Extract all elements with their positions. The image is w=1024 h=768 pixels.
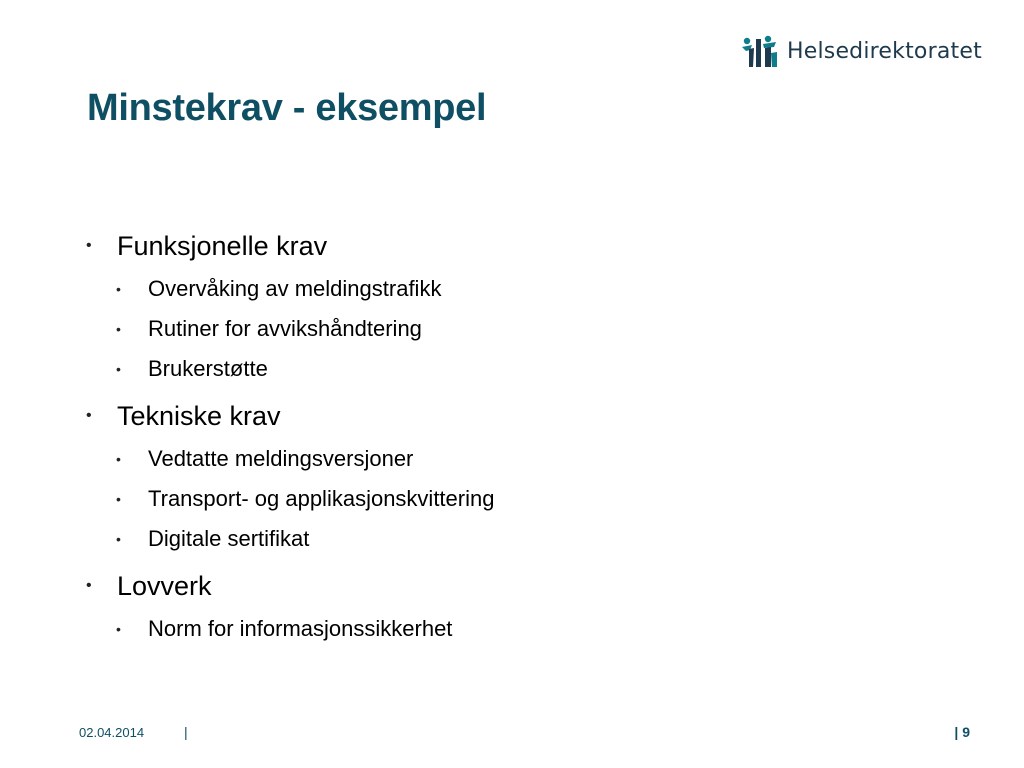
sub-bullet-label: Digitale sertifikat xyxy=(148,526,310,551)
sub-bullet-label: Vedtatte meldingsversjoner xyxy=(148,446,414,471)
bullet-label: Tekniske krav xyxy=(117,401,281,431)
sub-bullet-item xyxy=(86,484,966,514)
sub-bullet-label: Overvåking av meldingstrafikk xyxy=(148,276,442,301)
bullet-list xyxy=(86,228,966,644)
bullet-icon: • xyxy=(116,361,121,377)
sub-bullet-item xyxy=(86,524,966,554)
helsedirektoratet-logo-icon xyxy=(741,35,779,69)
sub-bullet-label: Norm for informasjonssikkerhet xyxy=(148,616,453,641)
bullet-label: Lovverk xyxy=(117,571,212,601)
bullet-icon: • xyxy=(116,281,121,297)
sub-bullet-item xyxy=(86,614,966,644)
bullet-icon: • xyxy=(116,451,121,467)
bullet-icon: • xyxy=(116,321,121,337)
sub-bullet-item xyxy=(86,444,966,474)
bullet-label: Funksjonelle krav xyxy=(117,231,328,261)
logo-text: Helsedirektoratet xyxy=(787,39,982,64)
sub-bullet-label: Brukerstøtte xyxy=(148,356,268,381)
page-number: | 9 xyxy=(954,724,970,740)
sub-bullet-item xyxy=(86,314,966,344)
bullet-icon: • xyxy=(116,491,121,507)
sub-bullet-label: Rutiner for avvikshåndtering xyxy=(148,316,422,341)
bullet-icon: • xyxy=(86,577,92,594)
bullet-item xyxy=(86,398,966,434)
bullet-item xyxy=(86,228,966,264)
bullet-icon: • xyxy=(86,237,92,254)
footer-date: 02.04.2014 xyxy=(79,725,145,740)
bullet-item xyxy=(86,568,966,604)
bullet-icon: • xyxy=(116,531,121,547)
footer-separator: | xyxy=(184,724,188,740)
sub-bullet-label: Transport- og applikasjonskvittering xyxy=(148,486,495,511)
bullet-icon: • xyxy=(86,407,92,424)
bullet-icon: • xyxy=(116,621,121,637)
slide-title: Minstekrav - eksempel xyxy=(87,87,487,129)
logo xyxy=(741,34,982,70)
sub-bullet-item xyxy=(86,274,966,304)
sub-bullet-item xyxy=(86,354,966,384)
